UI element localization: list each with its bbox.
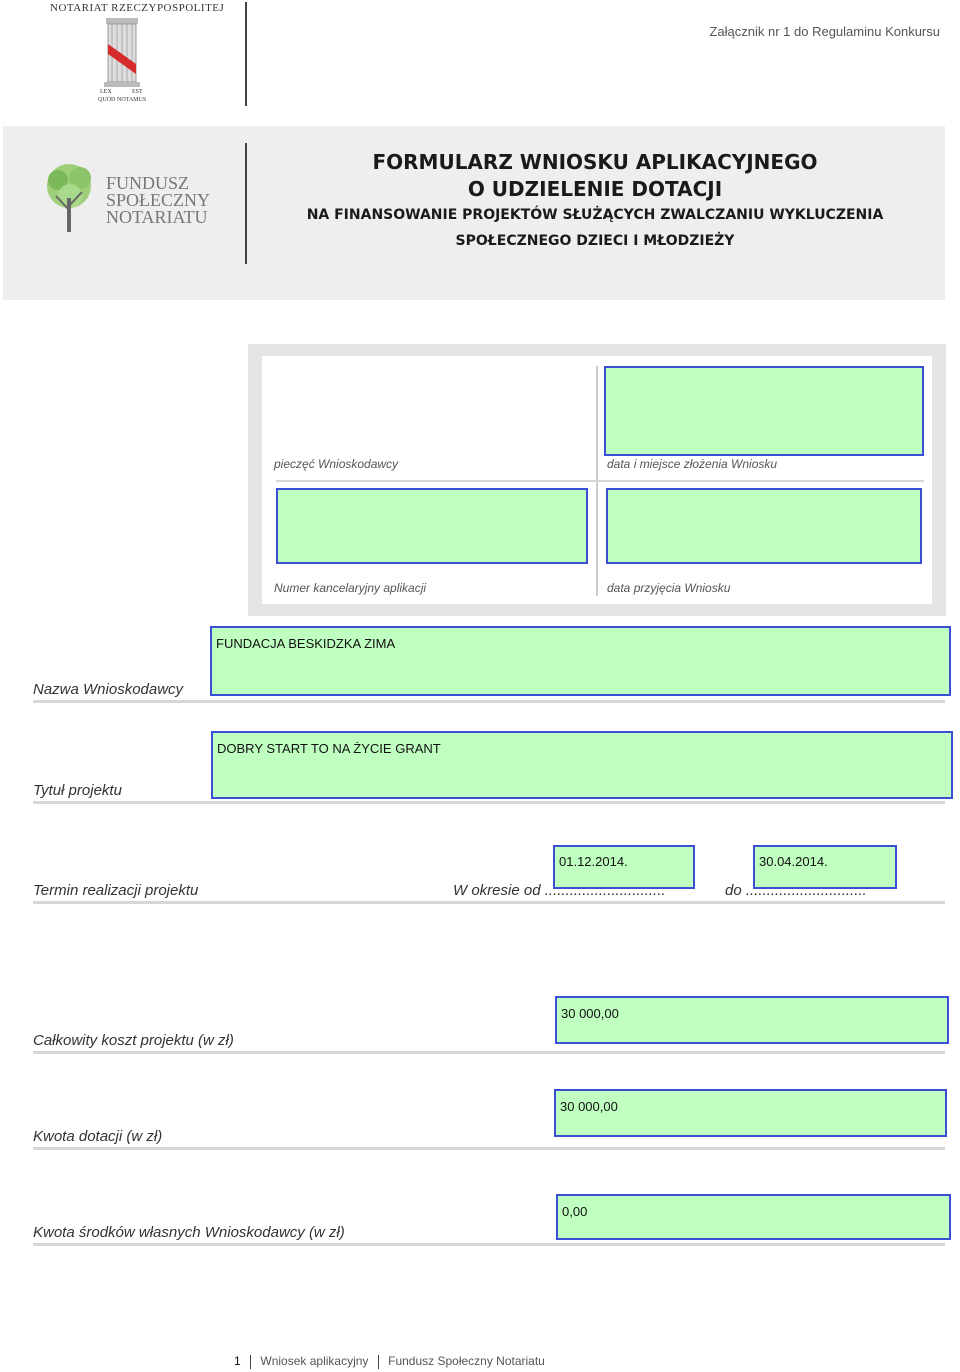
term-rule [33,901,945,904]
date-place-label: data i miejsce złożenia Wniosku [607,457,778,471]
logo-line-2: SPOŁECZNY [106,190,211,210]
header-divider [245,2,247,106]
grant-amount-field[interactable]: 30 000,00 [554,1089,947,1137]
total-cost-label: Całkowity koszt projektu (w zł) [33,1032,234,1049]
date-from-field[interactable]: 01.12.2014. [553,845,695,889]
page-number: 1 [234,1354,241,1368]
footer-org-name: Fundusz Społeczny Notariatu [388,1354,545,1368]
applicant-name-field[interactable]: FUNDACJA BESKIDZKA ZIMA [210,626,951,696]
date-to-field[interactable]: 30.04.2014. [753,845,897,889]
footer [234,1354,545,1369]
total-cost-field[interactable]: 30 000,00 [555,996,949,1044]
term-label: Termin realizacji projektu [33,882,199,899]
logo-line-1: FUNDUSZ [106,173,190,193]
total-cost-rule [33,1051,945,1054]
grant-amount-rule [33,1147,945,1150]
logo-line-3: NOTARIATU [106,207,208,227]
form-title-1: FORMULARZ WNIOSKU APLIKACYJNEGO [372,150,818,174]
footer-doc-name: Wniosek aplikacyjny [260,1354,369,1368]
office-rule-1 [276,480,924,482]
project-title-rule [33,801,945,804]
banner-divider [245,143,247,264]
acceptance-date-label: data przyjęcia Wniosku [607,581,731,595]
own-funds-rule [33,1243,945,1246]
form-subtitle-1: NA FINANSOWANIE PROJEKTÓW SŁUŻĄCYCH ZWALCZANIU WYKLUCZENIA [306,207,884,223]
annex-note: Załącznik nr 1 do Regulaminu Konkursu [709,24,940,39]
period-from-label: W okresie od ............................. [453,882,666,899]
acceptance-date-field[interactable] [606,488,922,564]
own-funds-field[interactable]: 0,00 [556,1194,951,1240]
seal-text-left: LEX [100,89,112,95]
footer-divider-1 [250,1355,251,1369]
notary-top-text: NOTARIAT RZECZYPOSPOLITEJ [50,2,225,14]
seal-text-bottom-left: QUOD [98,97,116,103]
seal-text-bottom-right: NOTAMUS [117,97,147,103]
office-number-label: Numer kancelaryjny aplikacji [274,581,427,595]
fundusz-logo [36,160,102,238]
date-place-field[interactable] [604,366,924,456]
form-title-2: O UDZIELENIE DOTACJI [467,177,723,201]
applicant-name-label: Nazwa Wnioskodawcy [33,681,184,698]
own-funds-label: Kwota środków własnych Wnioskodawcy (w zł) [33,1224,345,1241]
seal-text-right: EST [132,89,143,95]
stamp-label: pieczęć Wnioskodawcy [274,457,399,471]
form-subtitle-2: SPOŁECZNEGO DZIECI I MŁODZIEŻY [455,233,735,249]
office-number-field[interactable] [276,488,588,564]
applicant-rule [33,700,945,703]
grant-amount-label: Kwota dotacji (w zł) [33,1128,163,1145]
project-title-label: Tytuł projektu [33,782,122,799]
project-title-field[interactable]: DOBRY START TO NA ŻYCIE GRANT [211,731,953,799]
period-to-label: do ............................. [725,882,867,899]
footer-divider-2 [378,1355,379,1369]
